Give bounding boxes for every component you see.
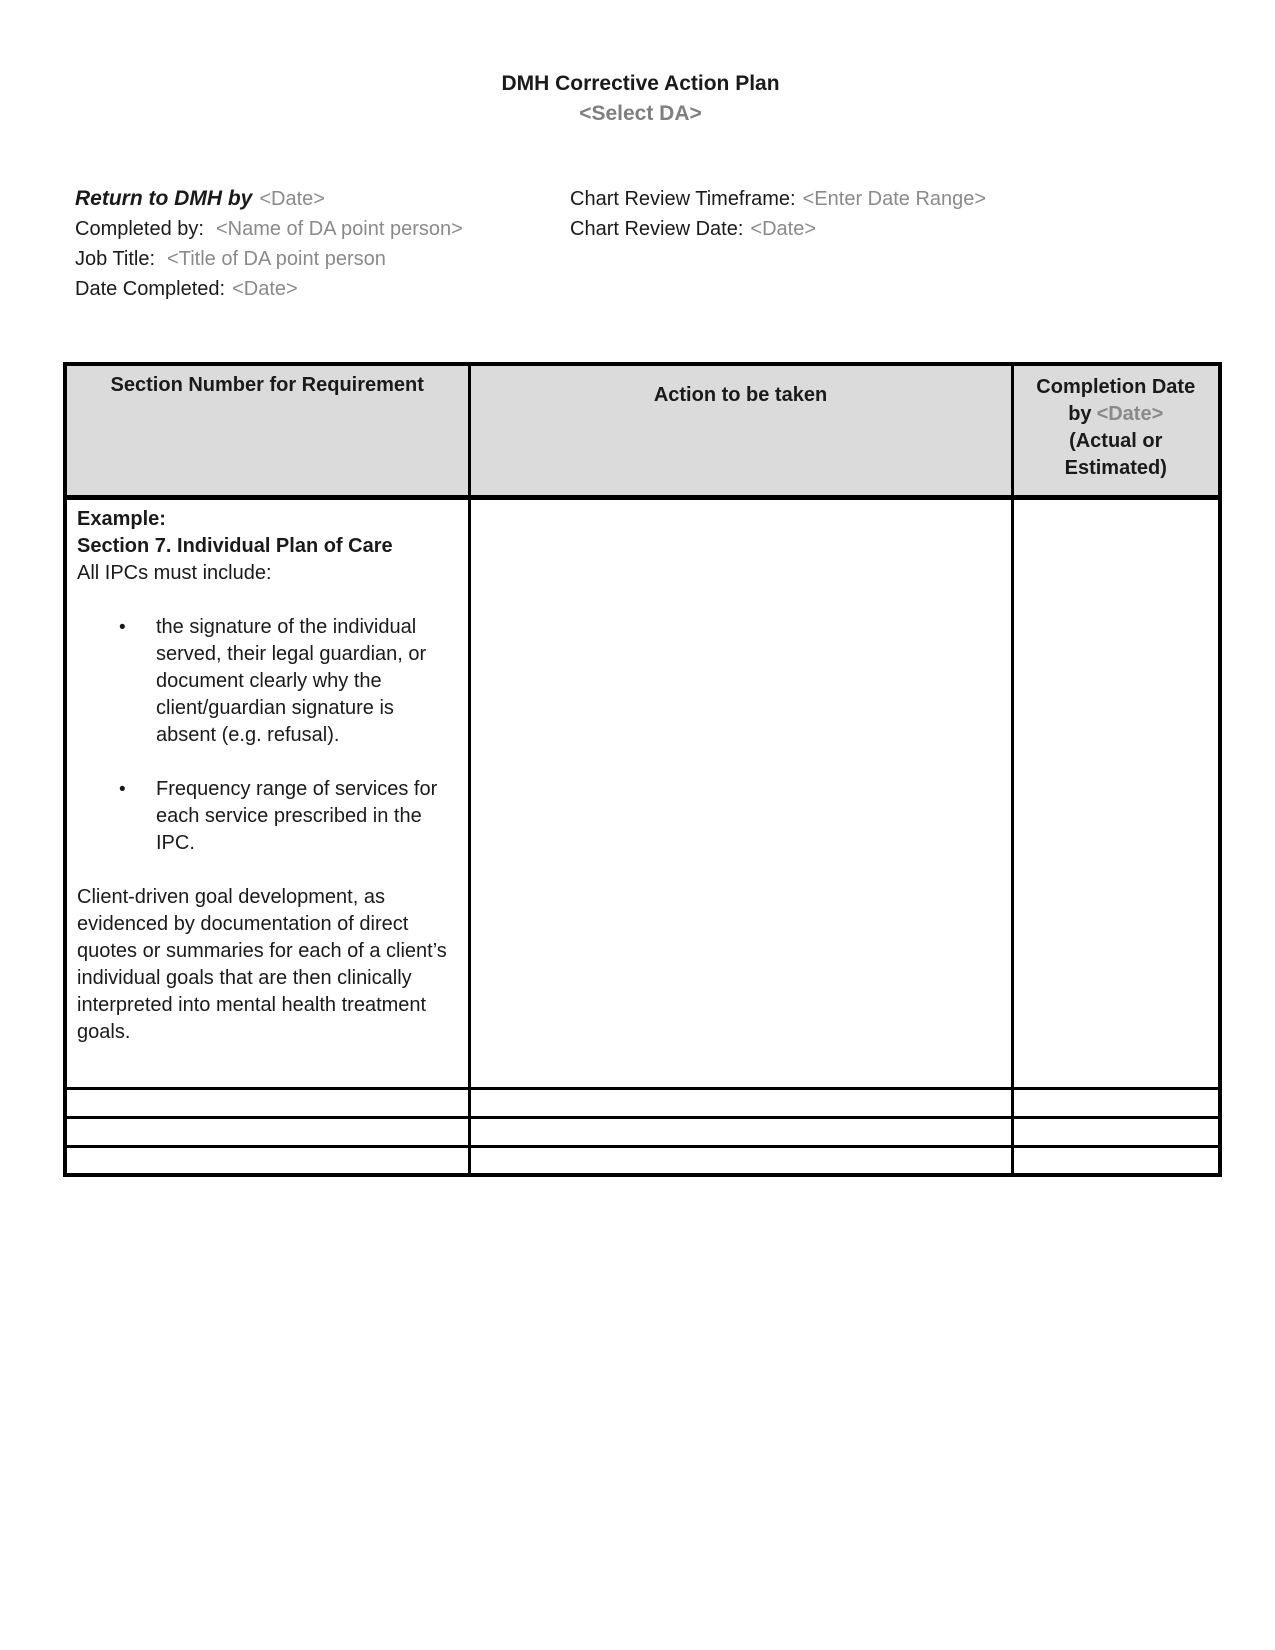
table-row bbox=[65, 1088, 1220, 1117]
header-fields-right bbox=[570, 184, 986, 244]
completion-date-cell-empty[interactable] bbox=[1012, 1088, 1220, 1117]
bullet-item bbox=[77, 614, 458, 749]
field-row-date-completed bbox=[75, 274, 1218, 304]
action-cell-empty[interactable] bbox=[469, 497, 1012, 1088]
column-header-section-number: Section Number for Requirement bbox=[65, 364, 469, 497]
bullet-text: Frequency range of services for each service prescribed in the IPC. bbox=[156, 777, 438, 854]
date-placeholder[interactable]: <Date> bbox=[232, 278, 298, 300]
table-header-row bbox=[65, 364, 1220, 497]
field-row-job-title bbox=[75, 244, 1218, 274]
completion-date-line1: Completion Date bbox=[1036, 376, 1196, 398]
column-header-completion-date bbox=[1012, 364, 1220, 497]
name-placeholder[interactable]: <Name of DA point person> bbox=[215, 218, 463, 240]
field-label: Chart Review Date: bbox=[570, 218, 744, 240]
completion-date-line2: by <Date> bbox=[1068, 403, 1164, 425]
field-label: Return to DMH by bbox=[75, 187, 253, 210]
field-label: Date Completed: bbox=[75, 278, 226, 300]
title-placeholder[interactable]: <Title of DA point person bbox=[167, 248, 386, 270]
action-cell-empty[interactable] bbox=[469, 1146, 1012, 1175]
date-range-placeholder[interactable]: <Enter Date Range> bbox=[802, 188, 987, 210]
requirement-cell-empty[interactable] bbox=[65, 1146, 469, 1175]
document-page bbox=[63, 0, 1218, 1177]
title-block bbox=[63, 72, 1218, 126]
table-row bbox=[65, 1146, 1220, 1175]
field-row-chart-review-timeframe bbox=[570, 184, 986, 214]
page-title: DMH Corrective Action Plan bbox=[501, 72, 780, 95]
example-requirement-cell bbox=[65, 497, 469, 1088]
field-row-chart-review-date bbox=[570, 214, 986, 244]
bullet-icon: • bbox=[119, 778, 126, 800]
completion-date-cell-empty[interactable] bbox=[1012, 497, 1220, 1088]
date-placeholder[interactable]: <Date> bbox=[259, 188, 325, 210]
completion-date-cell-empty[interactable] bbox=[1012, 1146, 1220, 1175]
date-placeholder[interactable]: <Date> bbox=[750, 218, 817, 240]
corrective-action-table bbox=[63, 362, 1222, 1177]
bullet-icon: • bbox=[119, 616, 126, 638]
bullet-text: the signature of the individual served, their legal guardian, or document clearly why the client/guardian signature is absent (e.g. refusal). bbox=[156, 615, 427, 746]
requirement-cell-empty[interactable] bbox=[65, 1088, 469, 1117]
action-cell-empty[interactable] bbox=[469, 1117, 1012, 1146]
requirement-cell-empty[interactable] bbox=[65, 1117, 469, 1146]
example-heading: Example: bbox=[77, 507, 166, 530]
column-header-action: Action to be taken bbox=[469, 364, 1012, 497]
example-paragraph: Client-driven goal development, as evidenced by documentation of direct quotes or summaries for each of a client’s individual goals that are then clinically interpreted into mental health treatment goals. bbox=[77, 885, 447, 1043]
table-row bbox=[65, 1117, 1220, 1146]
completion-date-cell-empty[interactable] bbox=[1012, 1117, 1220, 1146]
completion-date-rest: (Actual or Estimated) bbox=[1064, 430, 1167, 479]
field-label: Chart Review Timeframe: bbox=[570, 188, 796, 210]
action-cell-empty[interactable] bbox=[469, 1088, 1012, 1117]
example-row bbox=[65, 497, 1220, 1088]
example-intro: All IPCs must include: bbox=[77, 561, 272, 584]
select-da-placeholder[interactable]: <Select DA> bbox=[579, 102, 702, 125]
date-placeholder[interactable]: <Date> bbox=[1096, 403, 1164, 425]
header-fields bbox=[63, 184, 1218, 304]
bullet-item bbox=[77, 776, 458, 857]
field-label: Job Title: bbox=[75, 248, 156, 270]
field-label: Completed by: bbox=[75, 218, 204, 240]
example-section-title: Section 7. Individual Plan of Care bbox=[77, 534, 393, 557]
